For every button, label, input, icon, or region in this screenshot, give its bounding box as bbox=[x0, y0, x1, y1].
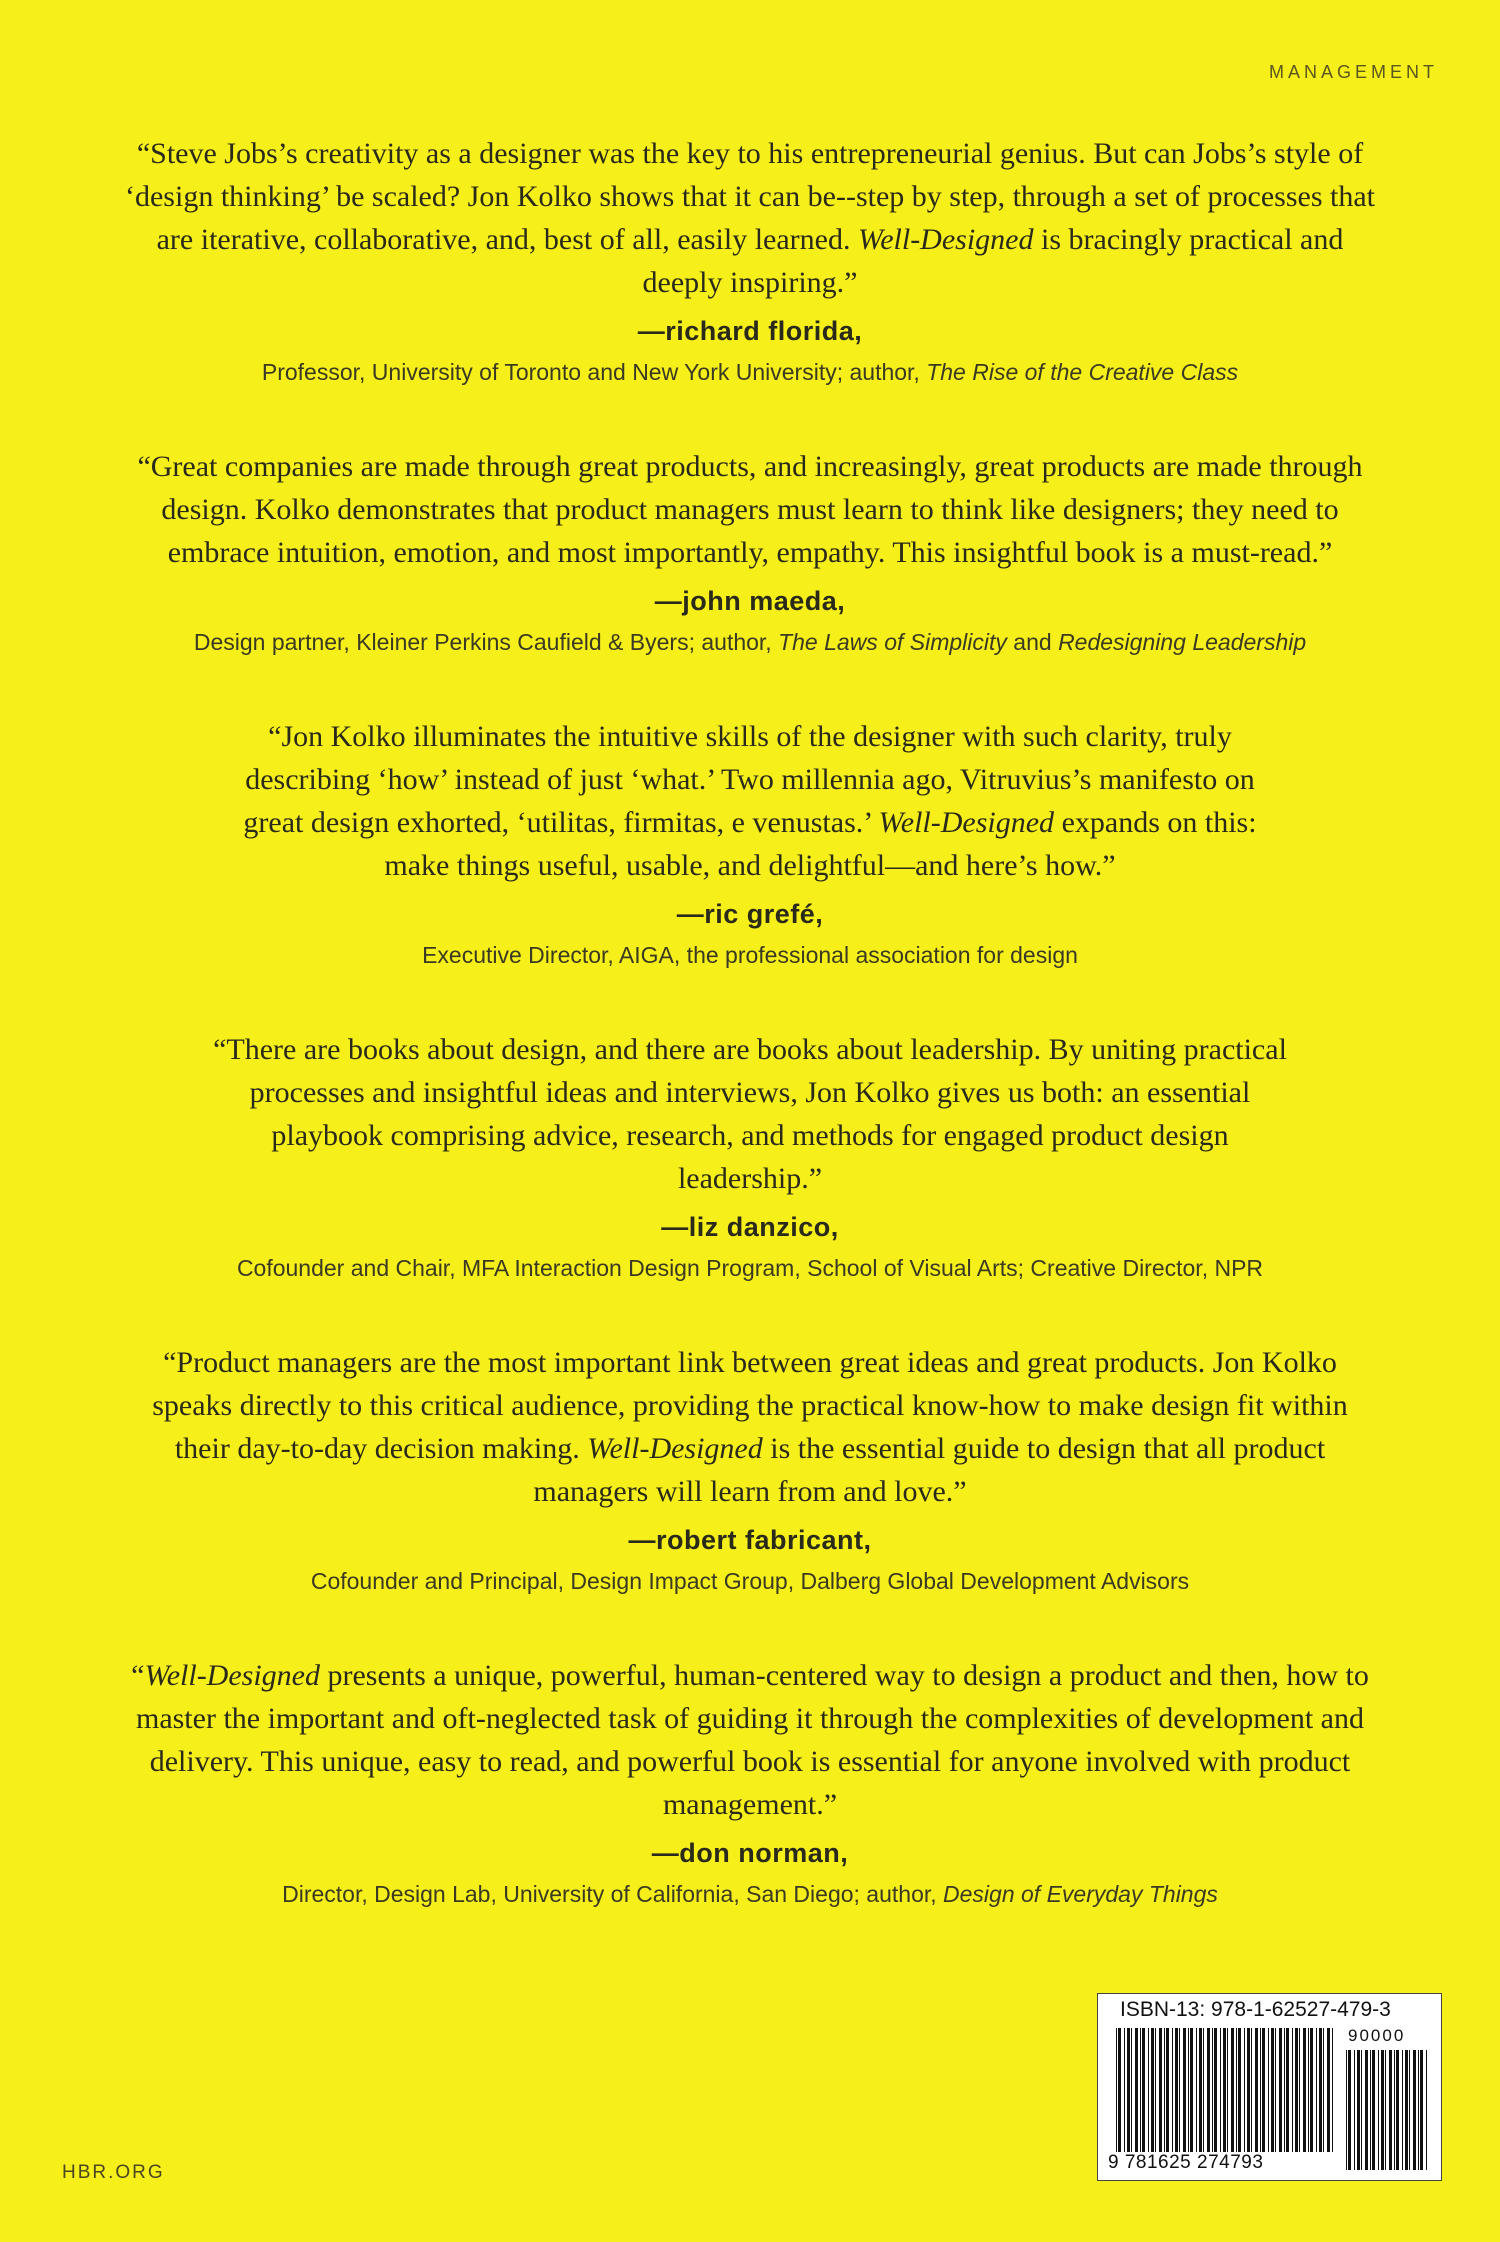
barcode-bar bbox=[1247, 2028, 1250, 2152]
barcode-bar bbox=[1151, 2028, 1154, 2152]
barcode-bar bbox=[1199, 2028, 1202, 2152]
barcode-bar bbox=[1284, 2028, 1285, 2152]
barcode-bar bbox=[1116, 2028, 1117, 2152]
barcode-bar bbox=[1238, 2028, 1241, 2152]
barcode-bar bbox=[1394, 2050, 1395, 2170]
barcode-bar bbox=[1308, 2028, 1309, 2152]
barcode-bar bbox=[1251, 2028, 1252, 2152]
blurb-author: —john maeda, bbox=[654, 586, 846, 616]
blurb bbox=[100, 1654, 1400, 1911]
barcode-bar bbox=[1196, 2028, 1197, 2152]
barcode-bar bbox=[1303, 2028, 1306, 2152]
barcode-bar bbox=[1227, 2028, 1228, 2152]
blurb-author: —richard florida, bbox=[637, 316, 863, 346]
barcode-bar bbox=[1203, 2028, 1204, 2152]
barcode-bar bbox=[1370, 2050, 1371, 2170]
barcode-bar bbox=[1212, 2028, 1213, 2152]
barcode-bar bbox=[1118, 2028, 1121, 2152]
blurb-quote: “Great companies are made through great products, and increasingly, great products are made through design. Kolko demonstrates that product managers must learn to think like designers; they need to embrace intuition, emotion, and most importantly, empathy. This insightful book is a must-read.” bbox=[137, 450, 1363, 569]
barcode-bar bbox=[1236, 2028, 1237, 2152]
barcode-bar bbox=[1346, 2050, 1347, 2170]
barcode-bar bbox=[1295, 2028, 1298, 2152]
blurb bbox=[115, 132, 1385, 389]
blurb-quote: “Well-Designed presents a unique, powerful, human-centered way to design a product and then, how to master the important and oft-neglected task of guiding it through the complexities of development and delivery. This unique, easy to read, and powerful book is essential for anyone involved with product management.” bbox=[131, 1659, 1369, 1821]
barcode-bar bbox=[1348, 2050, 1351, 2170]
barcode-bar bbox=[1124, 2028, 1125, 2152]
blurb-quote: “Product managers are the most important link between great ideas and great products. Jon Kolko speaks directly to this critical audience, providing the practical know-how to make design fit within their day-to-day decision making. Well-Designed is the essential guide to design that all product managers will learn from and love.” bbox=[152, 1346, 1348, 1508]
blurb-author-role: Design partner, Kleiner Perkins Caufield & Byers; author, The Laws of Simplicity and Redesigning Leadership bbox=[193, 629, 1307, 655]
barcode-bar bbox=[1188, 2028, 1189, 2152]
barcode-bar bbox=[1418, 2050, 1419, 2170]
barcode-bar bbox=[1140, 2028, 1141, 2152]
isbn-label: ISBN-13: 978-1-62527-479-3 bbox=[1120, 1998, 1391, 2021]
barcode-bar bbox=[1396, 2050, 1399, 2170]
barcode-bar bbox=[1164, 2028, 1165, 2152]
barcode-bar bbox=[1299, 2028, 1300, 2152]
barcode-bar bbox=[1244, 2028, 1245, 2152]
barcode-bar bbox=[1172, 2028, 1173, 2152]
barcode-bar bbox=[1372, 2050, 1375, 2170]
barcode-bar bbox=[1271, 2028, 1274, 2152]
barcode-bar bbox=[1155, 2028, 1156, 2152]
barcode-bar bbox=[1262, 2028, 1265, 2152]
barcode-bar bbox=[1166, 2028, 1169, 2152]
blurb bbox=[115, 445, 1385, 659]
barcode-bar bbox=[1223, 2028, 1226, 2152]
barcode-bar bbox=[1389, 2050, 1392, 2170]
barcode-bar bbox=[1260, 2028, 1261, 2152]
barcode-bar bbox=[1231, 2028, 1234, 2152]
blurb-author-role: Professor, University of Toronto and New York University; author, The Rise of the Creative Class bbox=[261, 359, 1239, 385]
barcode-bar bbox=[1365, 2050, 1368, 2170]
barcode-bar bbox=[1207, 2028, 1210, 2152]
blurb-author: —robert fabricant, bbox=[628, 1525, 872, 1555]
blurbs-list bbox=[80, 132, 1420, 1967]
isbn-barcode bbox=[1097, 1993, 1442, 2181]
barcode-bar bbox=[1135, 2028, 1138, 2152]
barcode-bar bbox=[1255, 2028, 1258, 2152]
barcode-bar bbox=[1409, 2050, 1410, 2170]
barcode-bar bbox=[1327, 2028, 1330, 2152]
blurb-quote: “Jon Kolko illuminates the intuitive skills of the designer with such clarity, truly describing ‘how’ instead of just ‘what.’ Two millennia ago, Vitruvius’s manifesto on great design exhorted, ‘utilitas, firmitas, e venustas.’ Well-Designed expands on this: make things useful, usable, and delightful—and here’s how.” bbox=[243, 720, 1257, 882]
blurb-author-role: Director, Design Lab, University of California, San Diego; author, Design of Everyday Things bbox=[282, 1881, 1218, 1907]
blurb-quote: “Steve Jobs’s creativity as a designer was the key to his entrepreneurial genius. But can Jobs’s style of ‘design thinking’ be scaled? Jon Kolko shows that it can be--step by step, through a set of processes that are iterative, collaborative, and, best of all, easily learned. Well-Designed is bracingly practical and deeply inspiring.” bbox=[125, 137, 1375, 299]
barcode-bar bbox=[1361, 2050, 1362, 2170]
barcode-bar bbox=[1292, 2028, 1293, 2152]
barcode-bar bbox=[1413, 2050, 1416, 2170]
barcode-bar bbox=[1214, 2028, 1217, 2152]
barcode-addon-digits: 90000 bbox=[1348, 2026, 1406, 2045]
publisher-url: HBR.ORG bbox=[62, 2162, 165, 2183]
blurb bbox=[230, 715, 1270, 972]
barcode-bar bbox=[1286, 2028, 1289, 2152]
barcode-bar bbox=[1190, 2028, 1193, 2152]
barcode-bar bbox=[1381, 2050, 1384, 2170]
barcode-bar bbox=[1275, 2028, 1276, 2152]
barcode-bar bbox=[1179, 2028, 1180, 2152]
blurb bbox=[200, 1028, 1300, 1285]
barcode-bar bbox=[1220, 2028, 1221, 2152]
blurb-author: —liz danzico, bbox=[661, 1212, 839, 1242]
barcode-bar bbox=[1316, 2028, 1317, 2152]
barcode-digits: 9 781625 274793 bbox=[1108, 2152, 1264, 2173]
barcode-bar bbox=[1183, 2028, 1186, 2152]
barcode-bar bbox=[1354, 2050, 1355, 2170]
barcode-bar bbox=[1148, 2028, 1149, 2152]
barcode-bar bbox=[1332, 2028, 1333, 2152]
barcode-bar bbox=[1142, 2028, 1145, 2152]
barcode-bar bbox=[1426, 2050, 1427, 2170]
barcode-bar bbox=[1319, 2028, 1322, 2152]
barcode-bar bbox=[1357, 2050, 1360, 2170]
barcode-bar bbox=[1378, 2050, 1379, 2170]
barcode-bar bbox=[1159, 2028, 1162, 2152]
blurb-author-role: Cofounder and Principal, Design Impact Group, Dalberg Global Development Advisors bbox=[310, 1568, 1190, 1594]
barcode-bar bbox=[1279, 2028, 1282, 2152]
barcode-bar bbox=[1131, 2028, 1132, 2152]
barcode-bar bbox=[1268, 2028, 1269, 2152]
blurb-author-role: Cofounder and Chair, MFA Interaction Design Program, School of Visual Arts; Creative Director, NPR bbox=[236, 1255, 1264, 1281]
barcode-bar bbox=[1310, 2028, 1313, 2152]
barcode-bar bbox=[1402, 2050, 1403, 2170]
blurb-author-role: Executive Director, AIGA, the professional association for design bbox=[422, 942, 1078, 968]
barcode-bar bbox=[1127, 2028, 1130, 2152]
category-label: MANAGEMENT bbox=[1268, 62, 1438, 82]
blurb-author: —don norman, bbox=[651, 1838, 849, 1868]
blurb-author: —ric grefé, bbox=[676, 899, 824, 929]
barcode-bar bbox=[1420, 2050, 1423, 2170]
barcode-bar bbox=[1385, 2050, 1386, 2170]
blurb-quote: “There are books about design, and there are books about leadership. By uniting practical processes and insightful ideas and interviews, Jon Kolko gives us both: an essential playbook comprising advice, research, and methods for engaged product design leadership.” bbox=[213, 1033, 1287, 1195]
barcode-bar bbox=[1323, 2028, 1324, 2152]
barcode-bar bbox=[1405, 2050, 1408, 2170]
blurb bbox=[150, 1341, 1350, 1598]
barcode-bar bbox=[1175, 2028, 1178, 2152]
